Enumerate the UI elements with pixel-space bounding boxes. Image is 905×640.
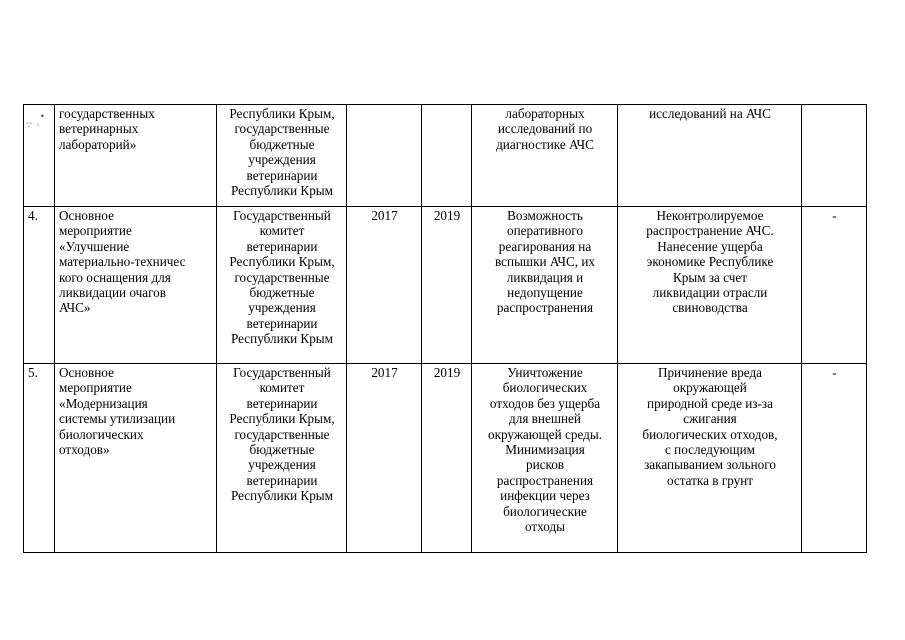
consequences-cell: исследований на АЧС — [618, 105, 802, 207]
scan-artifact-dot: • — [40, 112, 45, 121]
executor-cell: Государственный комитет ветеринарии Республики Крым, государственные бюджетные учреждения ветеринарии Республики Крым — [217, 364, 347, 553]
row-number-cell: 4. — [24, 207, 55, 364]
executor-cell: Республики Крым, государственные бюджетные учреждения ветеринарии Республики Крым — [217, 105, 347, 207]
end-year-cell: 2019 — [422, 207, 472, 364]
link-cell — [802, 105, 867, 207]
start-year-cell: 2017 — [347, 364, 422, 553]
expected-result-cell: Уничтожение биологических отходов без ущерба для внешней окружающей среды. Минимизация рисков распространения инфекции через биологические отходы — [472, 364, 618, 553]
start-year-cell: 2017 — [347, 207, 422, 364]
consequences-cell: Неконтролируемое распространение АЧС. Нанесение ущерба экономике Республике Крым за счет ликвидации отрасли свиноводства — [618, 207, 802, 364]
table-row — [24, 364, 867, 553]
row-number-cell: 5. — [24, 364, 55, 553]
scan-artifact-marks: ∵ · — [26, 121, 41, 131]
expected-result-cell: Возможность оперативного реагирования на вспышки АЧС, их ликвидация и недопущение распространения — [472, 207, 618, 364]
measure-title-cell: Основное мероприятие «Модернизация системы утилизации биологических отходов» — [55, 364, 217, 553]
measure-title-cell: государственных ветеринарных лабораторий» — [55, 105, 217, 207]
link-cell: - — [802, 364, 867, 553]
start-year-cell — [347, 105, 422, 207]
executor-cell: Государственный комитет ветеринарии Республики Крым, государственные бюджетные учреждения ветеринарии Республики Крым — [217, 207, 347, 364]
table-row — [24, 105, 867, 207]
table-row — [24, 207, 867, 364]
measure-title-cell: Основное мероприятие «Улучшение материально-техничес кого оснащения для ликвидации очагов АЧС» — [55, 207, 217, 364]
end-year-cell — [422, 105, 472, 207]
link-cell: - — [802, 207, 867, 364]
end-year-cell: 2019 — [422, 364, 472, 553]
consequences-cell: Причинение вреда окружающей природной среде из-за сжигания биологических отходов, с последующим закапыванием зольного остатка в грунт — [618, 364, 802, 553]
row-number-cell — [24, 105, 55, 207]
expected-result-cell: лабораторных исследований по диагностике АЧС — [472, 105, 618, 207]
measures-table — [23, 104, 867, 553]
